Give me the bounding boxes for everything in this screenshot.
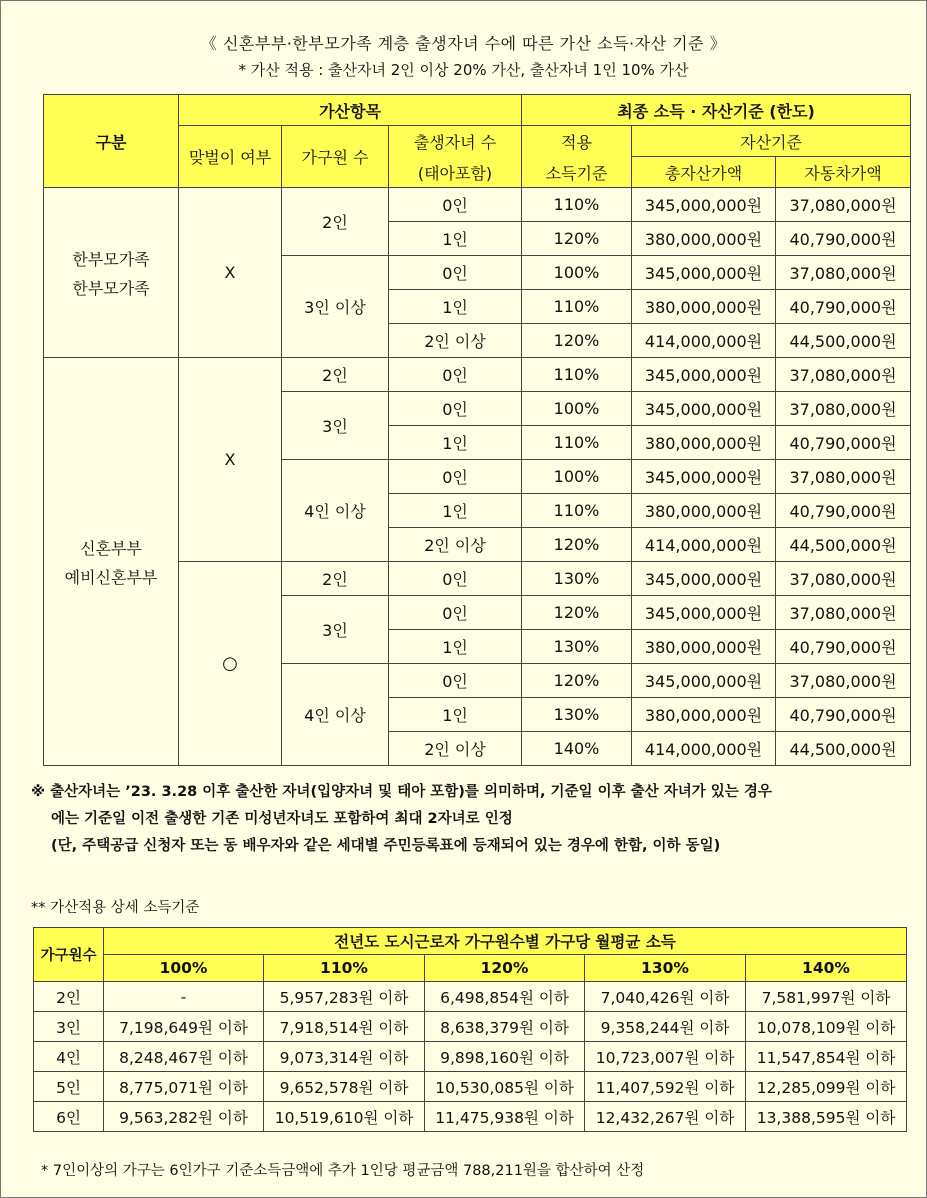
income-cell: 100% bbox=[522, 392, 632, 426]
table-row bbox=[34, 1042, 907, 1072]
group-label-single-parent bbox=[44, 188, 179, 358]
income-value-cell: 9,652,578원 이하 bbox=[264, 1072, 425, 1102]
income-value-cell: 12,432,267원 이하 bbox=[585, 1102, 746, 1132]
household-size-cell: 3인 이상 bbox=[282, 256, 389, 358]
income-value-cell: 11,407,592원 이하 bbox=[585, 1072, 746, 1102]
assets-cell: 380,000,000원 bbox=[632, 290, 776, 324]
children-cell: 0인 bbox=[389, 256, 522, 290]
income-cell: 120% bbox=[522, 528, 632, 562]
income-value-cell: 8,248,467원 이하 bbox=[104, 1042, 264, 1072]
criteria-table bbox=[43, 94, 911, 766]
income-cell: 130% bbox=[522, 562, 632, 596]
header-children-line2: (태아포함) bbox=[417, 163, 493, 183]
children-cell: 1인 bbox=[389, 222, 522, 256]
table-row bbox=[34, 1102, 907, 1132]
dual-income-cell: X bbox=[179, 358, 282, 562]
note-line3: (단, 주택공급 신청자 또는 동 배우자와 같은 세대별 주민등록표에 등재되어 있는 경우에 한함, 이하 동일) bbox=[51, 838, 721, 854]
assets-cell: 345,000,000원 bbox=[632, 358, 776, 392]
household-size-cell: 2인 bbox=[34, 982, 104, 1012]
children-cell: 0인 bbox=[389, 188, 522, 222]
children-cell: 1인 bbox=[389, 698, 522, 732]
income-value-cell: 7,040,426원 이하 bbox=[585, 982, 746, 1012]
income-section-title: ** 가산적용 상세 소득기준 bbox=[31, 900, 200, 916]
header-income-line1: 적용 bbox=[561, 132, 592, 152]
children-cell: 0인 bbox=[389, 562, 522, 596]
car-cell: 37,080,000원 bbox=[776, 562, 911, 596]
household-size-cell: 2인 bbox=[282, 562, 389, 596]
car-cell: 37,080,000원 bbox=[776, 358, 911, 392]
car-cell: 37,080,000원 bbox=[776, 188, 911, 222]
household-size-cell: 6인 bbox=[34, 1102, 104, 1132]
income-cell: 100% bbox=[522, 256, 632, 290]
income-value-cell: 9,358,244원 이하 bbox=[585, 1012, 746, 1042]
group-label-line2: 예비신혼부부 bbox=[64, 567, 158, 587]
income-cell: 100% bbox=[522, 460, 632, 494]
income-value-cell: 10,519,610원 이하 bbox=[264, 1102, 425, 1132]
group-label-line1: 한부모가족 bbox=[72, 249, 150, 269]
children-note bbox=[31, 779, 772, 860]
assets-cell: 345,000,000원 bbox=[632, 664, 776, 698]
car-cell: 40,790,000원 bbox=[776, 290, 911, 324]
assets-cell: 380,000,000원 bbox=[632, 222, 776, 256]
car-cell: 44,500,000원 bbox=[776, 324, 911, 358]
income-value-cell: - bbox=[104, 982, 264, 1012]
income-value-cell: 9,898,160원 이하 bbox=[425, 1042, 585, 1072]
children-cell: 2인 이상 bbox=[389, 324, 522, 358]
income-value-cell: 10,078,109원 이하 bbox=[746, 1012, 907, 1042]
income-value-cell: 7,581,997원 이하 bbox=[746, 982, 907, 1012]
header-asset-criteria: 자산기준 bbox=[632, 126, 911, 157]
assets-cell: 380,000,000원 bbox=[632, 698, 776, 732]
income-col-header: 110% bbox=[264, 955, 425, 982]
note-line2: 에는 기준일 이전 출생한 기존 미성년자녀도 포함하여 최대 2자녀로 인정 bbox=[51, 811, 513, 827]
household-size-cell: 2인 bbox=[282, 358, 389, 392]
income-value-cell: 9,563,282원 이하 bbox=[104, 1102, 264, 1132]
income-value-cell: 8,775,071원 이하 bbox=[104, 1072, 264, 1102]
children-cell: 1인 bbox=[389, 290, 522, 324]
income-col-header: 140% bbox=[746, 955, 907, 982]
income-value-cell: 7,918,514원 이하 bbox=[264, 1012, 425, 1042]
income-value-cell: 8,638,379원 이하 bbox=[425, 1012, 585, 1042]
assets-cell: 380,000,000원 bbox=[632, 426, 776, 460]
income-value-cell: 13,388,595원 이하 bbox=[746, 1102, 907, 1132]
household-size-cell: 3인 bbox=[282, 596, 389, 664]
income-value-cell: 6,498,854원 이하 bbox=[425, 982, 585, 1012]
header-category: 구분 bbox=[44, 95, 179, 188]
assets-cell: 345,000,000원 bbox=[632, 562, 776, 596]
income-value-cell: 7,198,649원 이하 bbox=[104, 1012, 264, 1042]
assets-cell: 345,000,000원 bbox=[632, 188, 776, 222]
household-size-cell: 4인 이상 bbox=[282, 460, 389, 562]
income-cell: 120% bbox=[522, 324, 632, 358]
children-cell: 1인 bbox=[389, 494, 522, 528]
document-subtitle: * 가산 적용 : 출산자녀 2인 이상 20% 가산, 출산자녀 1인 10% 가산 bbox=[238, 61, 689, 79]
document-title: 《 신혼부부·한부모가족 계층 출생자녀 수에 따른 가산 소득·자산 기준 》 bbox=[200, 34, 727, 53]
income-row-header: 가구원수 bbox=[34, 928, 104, 982]
table-row bbox=[34, 1072, 907, 1102]
income-col-header: 130% bbox=[585, 955, 746, 982]
header-car-value: 자동차가액 bbox=[776, 157, 911, 188]
table-row bbox=[34, 1012, 907, 1042]
income-value-cell: 12,285,099원 이하 bbox=[746, 1072, 907, 1102]
assets-cell: 345,000,000원 bbox=[632, 460, 776, 494]
household-size-cell: 3인 bbox=[34, 1012, 104, 1042]
income-cell: 120% bbox=[522, 596, 632, 630]
income-cell: 120% bbox=[522, 222, 632, 256]
header-children-line1: 출생자녀 수 bbox=[413, 132, 497, 152]
car-cell: 44,500,000원 bbox=[776, 528, 911, 562]
note-line1: ※ 출산자녀는 ’23. 3.28 이후 출산한 자녀(입양자녀 및 태아 포함)를 의미하며, 기준일 이후 출산 자녀가 있는 경우 bbox=[31, 784, 772, 800]
group-label-line1: 신혼부부 bbox=[80, 538, 142, 558]
income-value-cell: 11,547,854원 이하 bbox=[746, 1042, 907, 1072]
children-cell: 0인 bbox=[389, 596, 522, 630]
assets-cell: 380,000,000원 bbox=[632, 494, 776, 528]
car-cell: 37,080,000원 bbox=[776, 460, 911, 494]
income-cell: 110% bbox=[522, 358, 632, 392]
car-cell: 40,790,000원 bbox=[776, 222, 911, 256]
header-income bbox=[522, 126, 632, 188]
header-children bbox=[389, 126, 522, 188]
header-household-size: 가구원 수 bbox=[282, 126, 389, 188]
income-col-header: 120% bbox=[425, 955, 585, 982]
household-size-cell: 4인 이상 bbox=[282, 664, 389, 766]
children-cell: 0인 bbox=[389, 358, 522, 392]
income-value-cell: 10,723,007원 이하 bbox=[585, 1042, 746, 1072]
header-final-criteria: 최종 소득 · 자산기준 (한도) bbox=[522, 95, 911, 126]
income-value-cell: 9,073,314원 이하 bbox=[264, 1042, 425, 1072]
car-cell: 37,080,000원 bbox=[776, 392, 911, 426]
income-value-cell: 11,475,938원 이하 bbox=[425, 1102, 585, 1132]
income-cell: 130% bbox=[522, 630, 632, 664]
children-cell: 0인 bbox=[389, 664, 522, 698]
car-cell: 40,790,000원 bbox=[776, 630, 911, 664]
car-cell: 37,080,000원 bbox=[776, 256, 911, 290]
income-value-cell: 10,530,085원 이하 bbox=[425, 1072, 585, 1102]
assets-cell: 414,000,000원 bbox=[632, 528, 776, 562]
assets-cell: 345,000,000원 bbox=[632, 392, 776, 426]
dual-income-cell: ○ bbox=[179, 562, 282, 766]
income-value-cell: 5,957,283원 이하 bbox=[264, 982, 425, 1012]
car-cell: 44,500,000원 bbox=[776, 732, 911, 766]
children-cell: 1인 bbox=[389, 426, 522, 460]
group-label-line2: 한부모가족 bbox=[72, 278, 150, 298]
income-cell: 110% bbox=[522, 188, 632, 222]
car-cell: 40,790,000원 bbox=[776, 698, 911, 732]
car-cell: 37,080,000원 bbox=[776, 596, 911, 630]
household-size-cell: 3인 bbox=[282, 392, 389, 460]
footnote: * 7인이상의 가구는 6인가구 기준소득금액에 추가 1인당 평균금액 788,211원을 합산하여 산정 bbox=[41, 1163, 645, 1179]
children-cell: 1인 bbox=[389, 630, 522, 664]
children-cell: 0인 bbox=[389, 460, 522, 494]
car-cell: 37,080,000원 bbox=[776, 664, 911, 698]
header-add-items: 가산항목 bbox=[179, 95, 522, 126]
household-size-cell: 4인 bbox=[34, 1042, 104, 1072]
income-cell: 130% bbox=[522, 698, 632, 732]
car-cell: 40,790,000원 bbox=[776, 494, 911, 528]
income-cell: 110% bbox=[522, 290, 632, 324]
assets-cell: 414,000,000원 bbox=[632, 732, 776, 766]
table-row bbox=[44, 358, 911, 392]
household-size-cell: 2인 bbox=[282, 188, 389, 256]
children-cell: 2인 이상 bbox=[389, 528, 522, 562]
income-col-header: 100% bbox=[104, 955, 264, 982]
income-table bbox=[33, 927, 907, 1132]
income-cell: 110% bbox=[522, 494, 632, 528]
header-dual-income: 맞벌이 여부 bbox=[179, 126, 282, 188]
assets-cell: 345,000,000원 bbox=[632, 256, 776, 290]
income-table-title: 전년도 도시근로자 가구원수별 가구당 월평균 소득 bbox=[104, 928, 907, 955]
dual-income-cell: X bbox=[179, 188, 282, 358]
header-total-assets: 총자산가액 bbox=[632, 157, 776, 188]
children-cell: 2인 이상 bbox=[389, 732, 522, 766]
assets-cell: 414,000,000원 bbox=[632, 324, 776, 358]
header-income-line2: 소득기준 bbox=[545, 163, 608, 183]
assets-cell: 345,000,000원 bbox=[632, 596, 776, 630]
household-size-cell: 5인 bbox=[34, 1072, 104, 1102]
car-cell: 40,790,000원 bbox=[776, 426, 911, 460]
income-cell: 120% bbox=[522, 664, 632, 698]
income-cell: 110% bbox=[522, 426, 632, 460]
assets-cell: 380,000,000원 bbox=[632, 630, 776, 664]
income-cell: 140% bbox=[522, 732, 632, 766]
children-cell: 0인 bbox=[389, 392, 522, 426]
table-row bbox=[34, 982, 907, 1012]
table-row bbox=[44, 188, 911, 222]
group-label-newlywed bbox=[44, 358, 179, 766]
